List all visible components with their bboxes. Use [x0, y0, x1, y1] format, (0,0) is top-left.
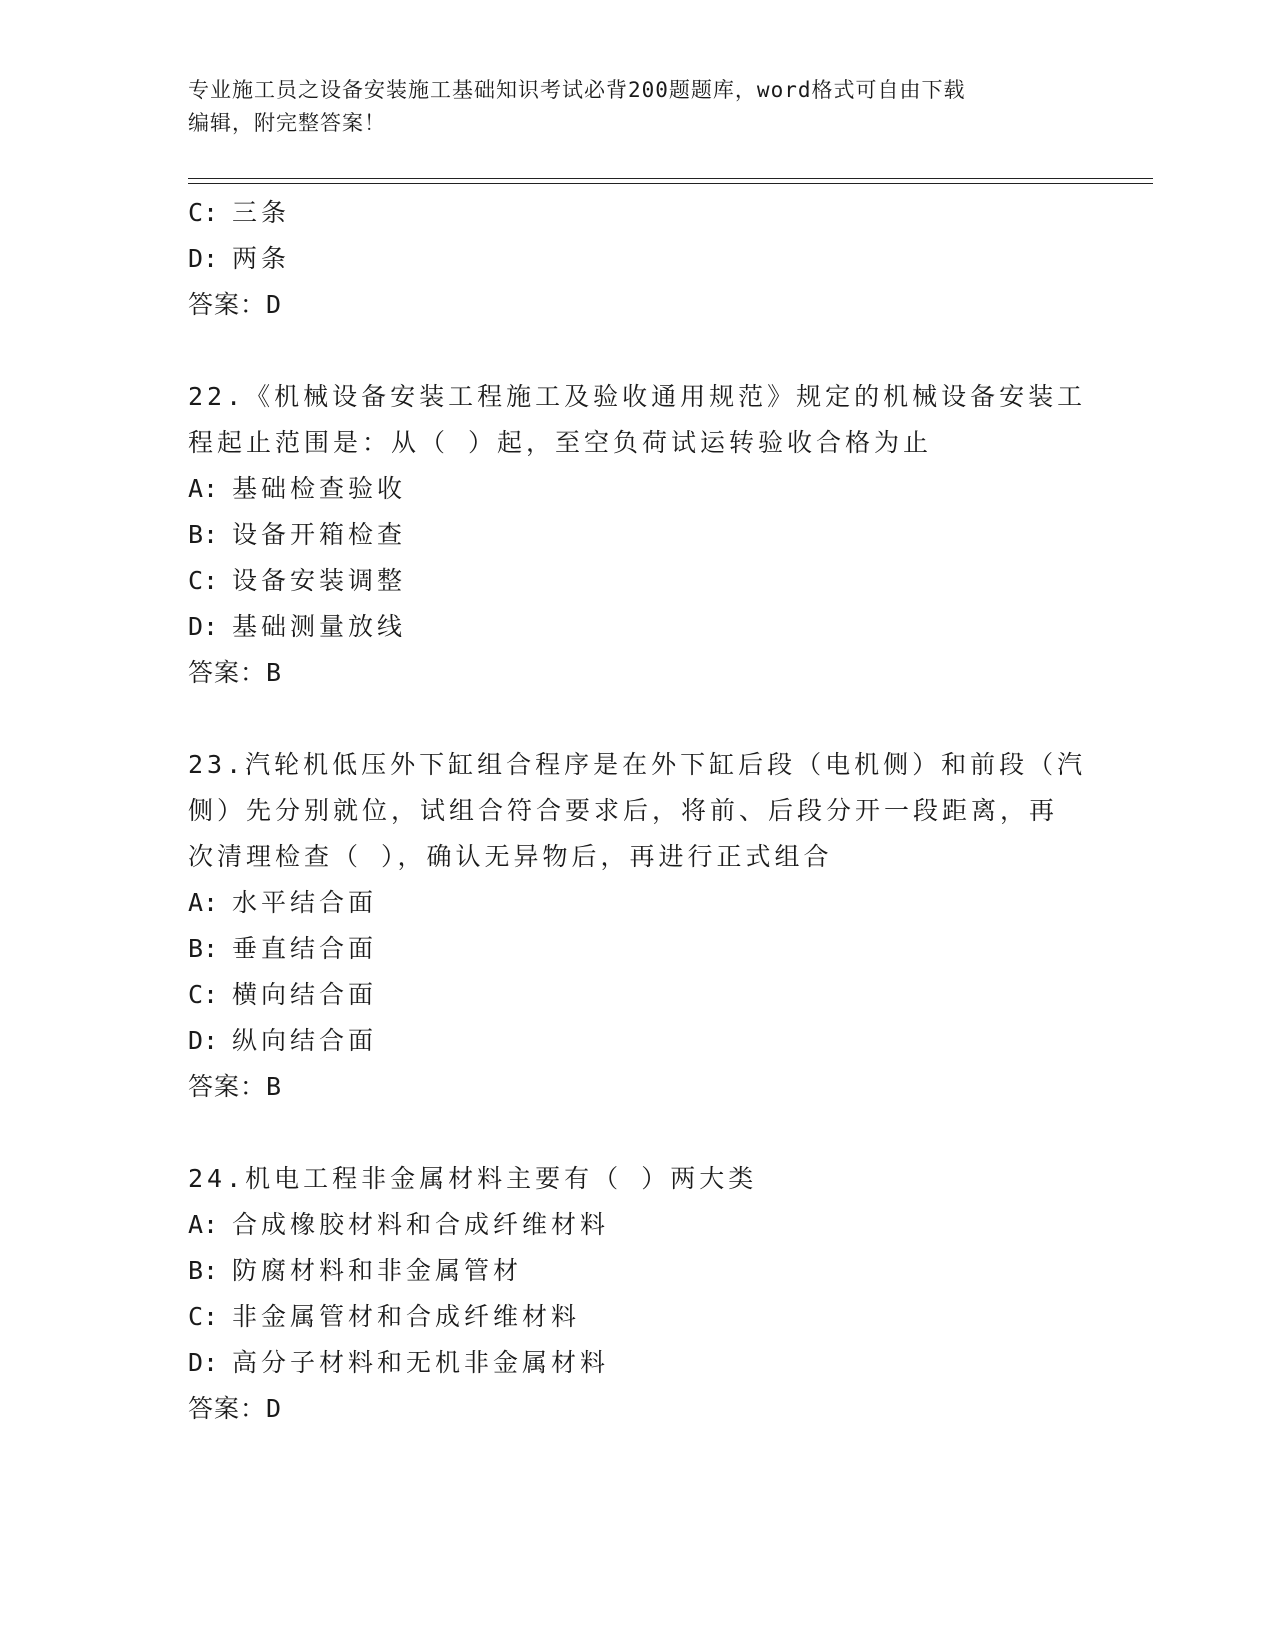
question-23 — [188, 742, 1087, 1110]
header-line-1: 专业施工员之设备安装施工基础知识考试必背200题题库，word格式可自由下载 — [188, 78, 966, 102]
question-text-line: 24.机电工程非金属材料主要有（ ）两大类 — [188, 1164, 758, 1193]
option-b: B: 垂直结合面 — [188, 934, 378, 963]
option-c: C: 非金属管材和合成纤维材料 — [188, 1302, 581, 1331]
option-a: A: 基础检查验收 — [188, 474, 407, 503]
header-divider-top — [188, 178, 1153, 179]
option-b: B: 防腐材料和非金属管材 — [188, 1256, 523, 1285]
question-22 — [188, 374, 1087, 696]
option-d: D: 基础测量放线 — [188, 612, 407, 641]
option-a: A: 合成橡胶材料和合成纤维材料 — [188, 1210, 610, 1239]
answer: 答案：D — [188, 1394, 283, 1423]
question-text-line: 22.《机械设备安装工程施工及验收通用规范》规定的机械设备安装工 — [188, 382, 1087, 411]
option-d: D: 两条 — [188, 244, 291, 273]
option-c: C: 横向结合面 — [188, 980, 378, 1009]
previous-question-tail — [188, 190, 1078, 328]
header-line-2: 编辑，附完整答案！ — [188, 111, 386, 135]
option-c: C: 设备安装调整 — [188, 566, 407, 595]
question-text-line: 程起止范围是：从（ ）起，至空负荷试运转验收合格为止 — [188, 428, 933, 457]
option-c: C: 三条 — [188, 198, 291, 227]
answer: 答案：D — [188, 290, 283, 319]
answer: 答案：B — [188, 1072, 283, 1101]
document-header — [188, 74, 1068, 140]
question-text-line: 侧）先分别就位，试组合符合要求后，将前、后段分开一段距离，再 — [188, 796, 1059, 825]
answer: 答案：B — [188, 658, 283, 687]
question-text-line: 23.汽轮机低压外下缸组合程序是在外下缸后段（电机侧）和前段（汽 — [188, 750, 1087, 779]
question-24 — [188, 1156, 1078, 1432]
option-d: D: 高分子材料和无机非金属材料 — [188, 1348, 610, 1377]
option-d: D: 纵向结合面 — [188, 1026, 378, 1055]
header-divider-bottom — [188, 183, 1153, 184]
option-b: B: 设备开箱检查 — [188, 520, 407, 549]
document-body — [188, 190, 1087, 1432]
question-text-line: 次清理检查（ ），确认无异物后，再进行正式组合 — [188, 842, 833, 871]
option-a: A: 水平结合面 — [188, 888, 378, 917]
